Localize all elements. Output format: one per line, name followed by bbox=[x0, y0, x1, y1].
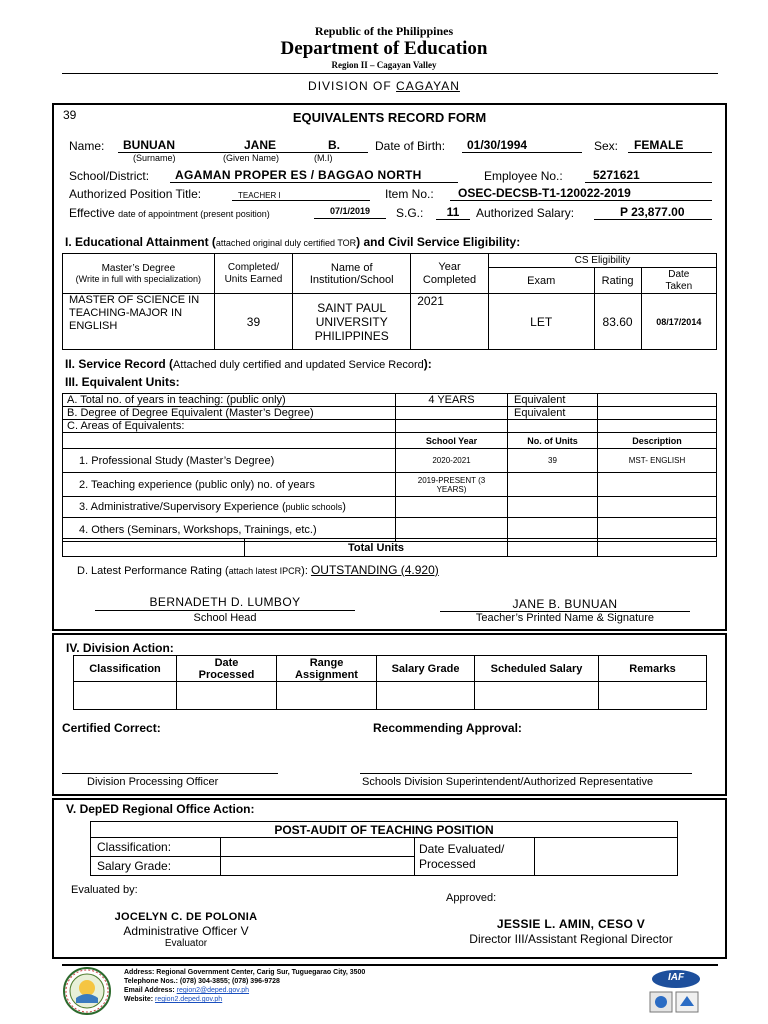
area-item-description bbox=[598, 497, 717, 518]
middle-initial-caption: (M.I) bbox=[314, 153, 333, 163]
date-processed-cell bbox=[177, 682, 277, 710]
name-label: Name: bbox=[69, 139, 105, 153]
row-c-blank-3 bbox=[598, 420, 717, 433]
footer-email bbox=[124, 986, 365, 995]
form-number: 39 bbox=[63, 108, 77, 122]
row-c-blank-2 bbox=[508, 420, 598, 433]
approved-label: Approved: bbox=[446, 892, 497, 904]
deped-seal-icon bbox=[62, 966, 112, 1016]
classification-label: Classification: bbox=[91, 838, 221, 857]
middle-initial-field: B. bbox=[300, 138, 368, 153]
row-a-label: A. Total no. of years in teaching: (public only) bbox=[63, 394, 396, 407]
position-title-label: Authorized Position Title: bbox=[69, 187, 202, 201]
footer-email-link[interactable]: region2@deped.gov.ph bbox=[176, 987, 250, 994]
remarks-cell bbox=[599, 682, 707, 710]
iaf-certification-icon bbox=[646, 968, 702, 1016]
range-assignment-header: Range Assignment bbox=[277, 656, 377, 682]
classification-header: Classification bbox=[74, 656, 177, 682]
units-cell: 39 bbox=[214, 294, 292, 350]
rating-cell: 83.60 bbox=[594, 294, 641, 350]
processing-officer-title: Division Processing Officer bbox=[87, 776, 219, 788]
division-heading bbox=[0, 79, 768, 93]
header-divider bbox=[62, 73, 718, 74]
director-title: Director III/Assistant Regional Director bbox=[469, 932, 673, 946]
cs-eligibility-header: CS Eligibility bbox=[488, 254, 716, 268]
recommending-approval-label: Recommending Approval: bbox=[373, 721, 522, 735]
evaluator-name: JOCELYN C. DE POLONIA bbox=[114, 911, 258, 923]
degree-header bbox=[63, 254, 215, 294]
education-table bbox=[62, 253, 717, 350]
degree-header-main: Master’s Degree bbox=[101, 262, 176, 274]
employee-no-field: 5271621 bbox=[585, 168, 712, 183]
evaluator-title: Administrative Officer V bbox=[123, 924, 249, 938]
teacher-name: JANE B. BUNUAN bbox=[512, 597, 618, 611]
school-year-header: School Year bbox=[396, 433, 508, 449]
section-3-title: III. Equivalent Units: bbox=[65, 375, 180, 389]
salary-grade-header: Salary Grade bbox=[377, 656, 475, 682]
sex-field: FEMALE bbox=[628, 138, 712, 153]
date-evaluated-value bbox=[535, 838, 678, 876]
total-blank-1 bbox=[63, 539, 245, 557]
division-prefix: DIVISION OF bbox=[308, 79, 397, 93]
division-name: CAGAYAN bbox=[396, 79, 460, 93]
section-1-title-a: I. Educational Attainment ( bbox=[65, 235, 216, 249]
no-of-units-header: No. of Units bbox=[508, 433, 598, 449]
footer-contact bbox=[124, 968, 365, 1004]
date-taken-cell: 08/17/2014 bbox=[641, 294, 716, 350]
salary-grade-label-v: Salary Grade: bbox=[91, 857, 221, 876]
row-b-label: B. Degree of Degree Equivalent (Master’s Degree) bbox=[63, 407, 396, 420]
authorized-salary-field: P 23,877.00 bbox=[594, 205, 712, 220]
row-a-equivalent: Equivalent bbox=[508, 394, 598, 407]
area-item-3-label-b: public schools bbox=[285, 502, 343, 512]
republic-heading: Republic of the Philippines bbox=[314, 24, 454, 38]
section-2-title-b: Attached duly certified and updated Service Record bbox=[173, 359, 424, 371]
area-item-units bbox=[508, 473, 598, 497]
row-c-blank-1 bbox=[396, 420, 508, 433]
remarks-header: Remarks bbox=[599, 656, 707, 682]
performance-rating bbox=[77, 563, 439, 577]
range-assignment-cell bbox=[277, 682, 377, 710]
date-evaluated-label: Date Evaluated/ Processed bbox=[415, 838, 535, 876]
employee-no-label: Employee No.: bbox=[484, 169, 563, 183]
post-audit-title: POST-AUDIT OF TEACHING POSITION bbox=[91, 822, 678, 838]
section-5-title: V. DepED Regional Office Action: bbox=[66, 802, 255, 816]
area-item-label bbox=[63, 497, 396, 518]
area-item-year bbox=[396, 497, 508, 518]
authorized-salary-label: Authorized Salary: bbox=[476, 206, 575, 220]
footer-email-label: Email Address: bbox=[124, 987, 177, 994]
performance-value: OUTSTANDING (4.920) bbox=[310, 563, 439, 577]
area-item-units bbox=[508, 497, 598, 518]
institution-header: Name of Institution/School bbox=[293, 254, 411, 294]
row-b-value bbox=[396, 407, 508, 420]
area-item-3-label-a: 3. Administrative/Supervisory Experience ( bbox=[79, 501, 286, 513]
section-2-title bbox=[65, 357, 432, 371]
row-b-blank bbox=[598, 407, 717, 420]
performance-label-c: ): bbox=[301, 565, 311, 577]
section-1-title-c: ) and Civil Service Eligibility: bbox=[356, 235, 521, 249]
area-item-year: 2020-2021 bbox=[396, 449, 508, 473]
section-2-title-c: ): bbox=[423, 357, 432, 371]
item-no-field: OSEC-DECSB-T1-120022-2019 bbox=[450, 186, 712, 201]
total-units-table bbox=[62, 538, 717, 557]
given-name-field: JANE bbox=[220, 138, 300, 153]
date-processed-header: Date Processed bbox=[177, 656, 277, 682]
degree-header-sub: (Write in full with specialization) bbox=[75, 273, 202, 284]
units-header: Completed/ Units Earned bbox=[214, 254, 292, 294]
area-item-label: 1. Professional Study (Master’s Degree) bbox=[63, 449, 396, 473]
footer-website bbox=[124, 995, 365, 1004]
total-units-value bbox=[508, 539, 598, 557]
exam-header: Exam bbox=[488, 268, 594, 294]
rating-header: Rating bbox=[594, 268, 641, 294]
superintendent-title: Schools Division Superintendent/Authorized Representative bbox=[362, 776, 654, 788]
year-header: Year Completed bbox=[411, 254, 489, 294]
effective-date-field: 07/1/2019 bbox=[314, 204, 386, 219]
surname-caption: (Surname) bbox=[133, 153, 176, 163]
year-cell: 2021 bbox=[411, 294, 489, 350]
footer-divider bbox=[62, 964, 718, 966]
school-field: AGAMAN PROPER ES / BAGGAO NORTH bbox=[170, 168, 458, 183]
degree-cell: MASTER OF SCIENCE IN TEACHING-MAJOR IN ENGLISH bbox=[63, 294, 215, 350]
iaf-label: IAF bbox=[667, 972, 685, 983]
sex-label: Sex: bbox=[594, 139, 619, 153]
given-name-caption: (Given Name) bbox=[223, 153, 280, 163]
area-item-label: 4. Others (Seminars, Workshops, Trainings, etc.) bbox=[63, 518, 396, 542]
school-head-title: School Head bbox=[193, 612, 257, 624]
section-1-title-b: attached original duly certified TOR bbox=[215, 238, 357, 248]
area-item-description: MST- ENGLISH bbox=[598, 449, 717, 473]
area-item-year: 2019-PRESENT (3 YEARS) bbox=[396, 473, 508, 497]
department-heading: Department of Education bbox=[280, 38, 488, 59]
item-no-label: Item No.: bbox=[385, 187, 434, 201]
footer-website-link[interactable]: region2.deped.gov.ph bbox=[155, 996, 223, 1003]
total-units-label: Total Units bbox=[245, 539, 508, 557]
exam-cell: LET bbox=[488, 294, 594, 350]
performance-label-b: attach latest IPCR bbox=[228, 566, 302, 576]
footer-telephone: Telephone Nos.: (078) 304-3855; (078) 396-9728 bbox=[124, 978, 280, 985]
section-2-title-a: II. Service Record ( bbox=[65, 357, 174, 371]
surname-field: BUNUAN bbox=[118, 138, 220, 153]
school-label: School/District: bbox=[69, 169, 150, 183]
dob-field: 01/30/1994 bbox=[462, 138, 582, 153]
processing-officer-line bbox=[62, 773, 278, 774]
area-item-units: 39 bbox=[508, 449, 598, 473]
position-title-field: TEACHER I bbox=[232, 188, 370, 201]
row-b-equivalent: Equivalent bbox=[508, 407, 598, 420]
school-head-line bbox=[95, 610, 355, 611]
description-header: Description bbox=[598, 433, 717, 449]
effective-date-label bbox=[69, 206, 270, 220]
region-heading: Region II – Cagayan Valley bbox=[331, 60, 437, 70]
institution-cell: SAINT PAUL UNIVERSITY PHILIPPINES bbox=[293, 294, 411, 350]
equivalent-units-table bbox=[62, 393, 717, 542]
evaluated-by-label: Evaluated by: bbox=[71, 884, 138, 896]
section-4-title: IV. Division Action: bbox=[66, 641, 174, 655]
salary-grade-field: 11 bbox=[436, 205, 470, 220]
scheduled-salary-cell bbox=[475, 682, 599, 710]
salary-grade-value-v bbox=[221, 857, 415, 876]
salary-grade-cell bbox=[377, 682, 475, 710]
date-taken-header: Date Taken bbox=[641, 268, 716, 294]
dob-label: Date of Birth: bbox=[375, 139, 446, 153]
footer-website-label: Website: bbox=[124, 996, 155, 1003]
area-item-label: 2. Teaching experience (public only) no. of years bbox=[63, 473, 396, 497]
salary-grade-label: S.G.: bbox=[396, 206, 424, 220]
area-item-description bbox=[598, 473, 717, 497]
post-audit-table bbox=[90, 821, 678, 876]
performance-label-a: D. Latest Performance Rating ( bbox=[77, 565, 229, 577]
effective-label-b: date of appointment (present position) bbox=[118, 209, 270, 219]
scheduled-salary-header: Scheduled Salary bbox=[475, 656, 599, 682]
effective-label-a: Effective bbox=[69, 206, 119, 220]
row-c-label: C. Areas of Equivalents: bbox=[63, 420, 396, 433]
section-1-title bbox=[65, 235, 520, 249]
row-a-blank bbox=[598, 394, 717, 407]
certified-correct-label: Certified Correct: bbox=[62, 721, 161, 735]
director-name: JESSIE L. AMIN, CESO V bbox=[496, 917, 646, 931]
total-blank-2 bbox=[598, 539, 717, 557]
school-head-name: BERNADETH D. LUMBOY bbox=[149, 595, 301, 609]
classification-value bbox=[221, 838, 415, 857]
row-a-value: 4 YEARS bbox=[396, 394, 508, 407]
division-action-table bbox=[73, 655, 707, 710]
evaluator-role: Evaluator bbox=[164, 938, 208, 949]
area-item-3-label-c: ) bbox=[342, 501, 346, 513]
footer-address: Address: Regional Government Center, Carig Sur, Tuguegarao City, 3500 bbox=[124, 969, 366, 976]
form-title: EQUIVALENTS RECORD FORM bbox=[292, 110, 487, 125]
area-header-blank bbox=[63, 433, 396, 449]
classification-cell bbox=[74, 682, 177, 710]
superintendent-line bbox=[360, 773, 692, 774]
teacher-title: Teacher’s Printed Name & Signature bbox=[475, 612, 655, 624]
